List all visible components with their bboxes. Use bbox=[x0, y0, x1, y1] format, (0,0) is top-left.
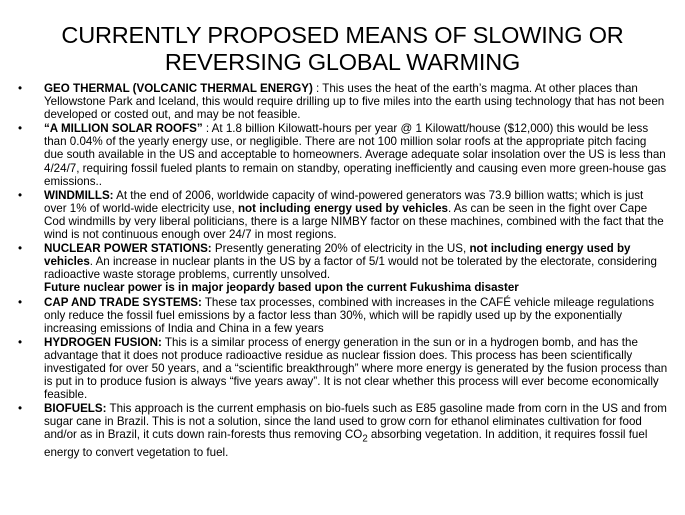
list-item-biofuels bbox=[18, 402, 668, 459]
item-heading: GEO THERMAL (VOLCANIC THERMAL ENERGY) bbox=[44, 82, 313, 95]
bullet-list bbox=[18, 82, 668, 460]
item-heading: “A MILLION SOLAR ROOFS” bbox=[44, 122, 203, 136]
item-emphasis: not including energy used by vehicles bbox=[237, 201, 448, 215]
list-item-nuclear bbox=[18, 242, 668, 294]
item-text: At the end of 2006, worldwide capacity of wind-powered generators was 73.9 billion watts; which is just over 1% of world-wide electricity use, bbox=[44, 188, 644, 215]
item-emphasis: not including energy used by vehicles bbox=[44, 242, 631, 269]
item-emphasis: Future nuclear power is in major jeopardy based upon the current Fukushima disaster bbox=[44, 281, 519, 295]
bullet-marker: • bbox=[18, 335, 23, 349]
list-item-windmills bbox=[18, 189, 668, 241]
bullet-marker: • bbox=[18, 295, 23, 309]
item-text: These tax processes, combined with increases in the CAFÉ vehicle mileage regulations only reduce the fossil fuel emissions by a factor less than 30%, which will be rapidly used up by the exponentially increasing emissions of India and China in a few years bbox=[44, 295, 654, 335]
item-heading: CAP AND TRADE SYSTEMS: bbox=[44, 295, 202, 309]
item-text: . An increase in nuclear plants in the US by a factor of 5/1 would not be tolerated by the electorate, considering radioactive waste storage problems, currently unsolved. bbox=[44, 255, 657, 282]
item-heading: HYDROGEN FUSION: bbox=[44, 335, 162, 349]
item-text: : At 1.8 billion Kilowatt-hours per year @ 1 Kilowatt/house ($12,000) this would be less than 0.04% of the yearly energy use, or negligible. There are not 100 million solar roofs at the appropriate pitch facing due south available in the US and acceptable to homeowners. Average adequate solar insolation over the US is less than 4/24/7, requiring fossil fueled plants to remain on standby, operating inefficiently and causing even more green-house gas emissions.. bbox=[44, 122, 667, 188]
bullet-marker: • bbox=[18, 188, 23, 202]
bullet-marker: • bbox=[18, 402, 23, 416]
list-item-hydrogen-fusion bbox=[18, 336, 668, 401]
bullet-marker: • bbox=[18, 82, 23, 95]
item-text: Presently generating 20% of electricity in the US, bbox=[211, 242, 470, 256]
title-line-1: CURRENTLY PROPOSED MEANS OF SLOWING OR bbox=[61, 22, 624, 48]
list-item-geothermal bbox=[18, 82, 668, 121]
bullet-marker: • bbox=[18, 242, 23, 256]
bullet-marker: • bbox=[18, 122, 23, 136]
item-heading: WINDMILLS: bbox=[44, 188, 114, 202]
item-text: absorbing vegetation. In addition, it requires fossil fuel energy to convert vegetation to fuel. bbox=[44, 428, 648, 459]
item-heading: NUCLEAR POWER STATIONS: bbox=[44, 242, 212, 256]
list-item-cap-and-trade bbox=[18, 296, 668, 335]
item-text: . As can be seen in the fight over Cape Cod windmills by very liberal politicians, there is a large NIMBY factor on these machines, combined with the fact that the wind is not continuous enough over 24/7 in most regions. bbox=[44, 201, 664, 242]
list-item-solar-roofs bbox=[18, 122, 668, 187]
item-text: : This uses the heat of the earth’s magma. At other places than Yellowstone Park and Iceland, this would require drilling up to five miles into the earth using technology that has not been developed or costed out, and may be not feasible. bbox=[44, 82, 665, 122]
slide-title bbox=[0, 22, 685, 76]
title-line-2: REVERSING GLOBAL WARMING bbox=[164, 49, 521, 75]
item-heading: BIOFUELS: bbox=[44, 402, 107, 416]
item-text: This approach is the current emphasis on bio-fuels such as E85 gasoline made from corn in the US and from sugar cane in Brazil. This is not a solution, since the land used to grow corn for ethanol eliminates cultivation for food and/or as in Brazil, it cuts down rain-forests thus removing CO bbox=[44, 402, 667, 442]
item-text: This is a similar process of energy generation in the sun or in a hydrogen bomb, and has the advantage that it does not produce radioactive residue as nuclear fission does. This process has been scientifically investigated for over 50 years, and a “scientific breakthrough” where more energy is generated by the fusion process than is put in to produce fusion is always “five years away”. It is not clear whether this process will ever become economically feasible. bbox=[44, 335, 668, 402]
subscript: 2 bbox=[362, 433, 368, 445]
